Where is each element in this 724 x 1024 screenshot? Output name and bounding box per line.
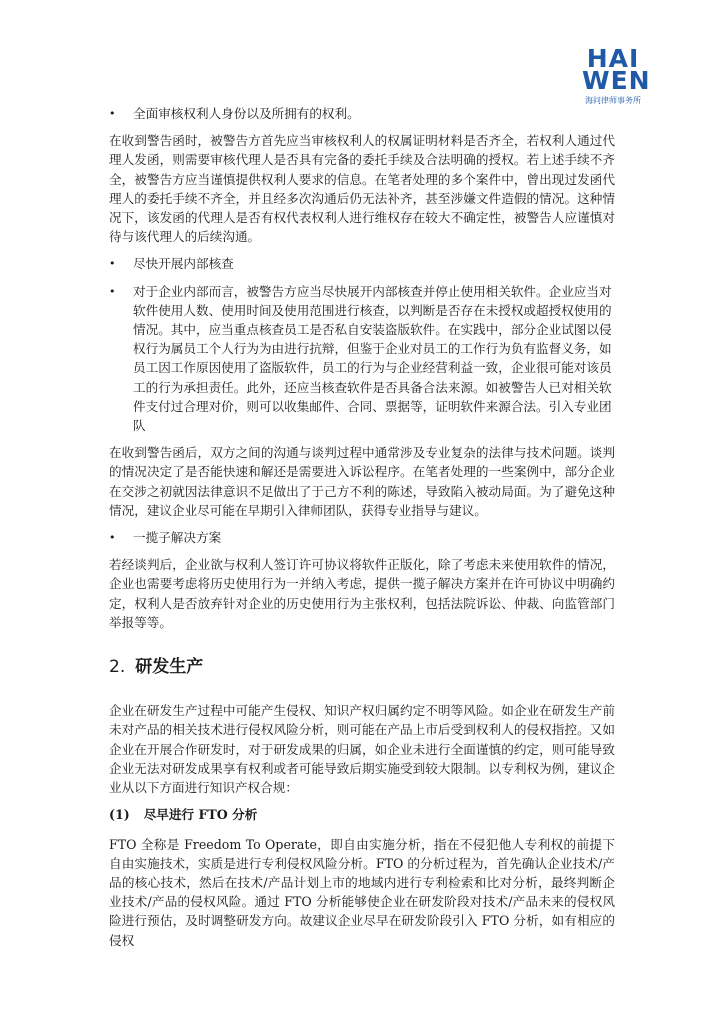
bullet-item: • 对于企业内部而言，被警告方应当尽快展开内部核查并停止使用相关软件。企业应当对软件使用人数、使用时间及使用范围进行核查，以判断是否存在未授权或超授权使用的情况。其中，应当重点核查员工是否私自安装盗版软件。在实践中，部分企业试图以侵权行为属员工个人行为为由进行抗辩，但鉴于企业对员工的工作行为负有监督义务，如员工因工作原因使用了盗版软件，员工的行为与企业经营利益一致，企业很可能对该员工的行为承担责任。此外，还应当核查软件是否具备合法来源。如被警告人已对相关软件支付过合理对价，则可以收集邮件、合同、票据等，证明软件来源合法。引入专业团队 [109,282,615,436]
bullet-item: • 尽快开展内部核查 [109,254,615,273]
paragraph: 在收到警告函后，双方之间的沟通与谈判过程中通常涉及专业复杂的法律与技术问题。谈判的情况决定了是否能快速和解还是需要进入诉讼程序。在笔者处理的一些案例中，部分企业在交涉之初就因法律意识不足做出了于己方不利的陈述，导致陷入被动局面。为了避免这种情况，建议企业尽可能在早期引入律师团队，获得专业指导与建议。 [109,445,615,518]
section-heading [109,658,615,677]
heading-number: (1) [109,807,130,823]
paragraph: 在收到警告函时，被警告方首先应当审核权利人的权属证明材料是否齐全，若权利人通过代理人发函，则需要审核代理人是否具有完备的委托手续及合法明确的授权。若上述手续不齐全，被警告方应当谨慎提供权利人要求的信息。在笔者处理的多个案件中，曾出现过发函代理人的委托手续不齐全，并且经多次沟通后仍无法补齐，甚至涉嫌文件造假的情况。这种情况下，该发函的代理人是否有权代表权利人进行维权存在较大不确定性，被警告人应谨慎对待与该代理人的后续沟通。 [109,133,615,245]
heading-number: 2. [109,657,126,678]
logo-subtitle: 海问律师事务所 [585,96,641,105]
heading-text: 研发生产 [135,657,204,678]
document-body [109,104,615,958]
paragraph: 企业在研发生产过程中可能产生侵权、知识产权归属约定不明等风险。如企业在研发生产前未对产品的相关技术进行侵权风险分析，则可能在产品上市后受到权利人的侵权指控。又如企业在开展合作研发时，对于研发成果的归属，如企业未进行全面谨慎的约定，则可能导致企业无法对研发成果享有权利或者可能导致后期实施受到较大限制。以专利权为例，建议企业从以下方面进行知识产权合规： [109,703,615,796]
logo-line-1: HAI [586,44,640,73]
bullet-item: • 全面审核权利人身份以及所拥有的权利。 [109,104,615,123]
logo-line-2: WEN [582,66,651,95]
bullet-item: • 一揽子解决方案 [109,528,615,547]
firm-logo [582,44,651,106]
paragraph: FTO 全称是 Freedom To Operate，即自由实施分析，指在不侵犯他人专利权的前提下自由实施技术，实质是进行专利侵权风险分析。FTO 的分析过程为，首先确认企业技术/产品的核心技术，然后在技术/产品计划上市的地域内进行专利检索和比对分析，最终判断企业技术/产品的侵权风险。通过 FTO 分析能够使企业在研发阶段对技术/产品未来的侵权风险进行预估，及时调整研发方向。故建议企业尽早在研发阶段引入 FTO 分析，如有相应的侵权 [109,836,615,948]
heading-text: 尽早进行 FTO 分析 [143,807,258,823]
paragraph: 若经谈判后，企业欲与权利人签订许可协议将软件正版化，除了考虑未来使用软件的情况，企业也需要考虑将历史使用行为一并纳入考虑，提供一揽子解决方案并在许可协议中明确约定，权利人是否放弃针对企业的历史使用行为主张权利，包括法院诉讼、仲裁、向监管部门举报等等。 [109,557,615,630]
subsection-heading [109,805,615,824]
